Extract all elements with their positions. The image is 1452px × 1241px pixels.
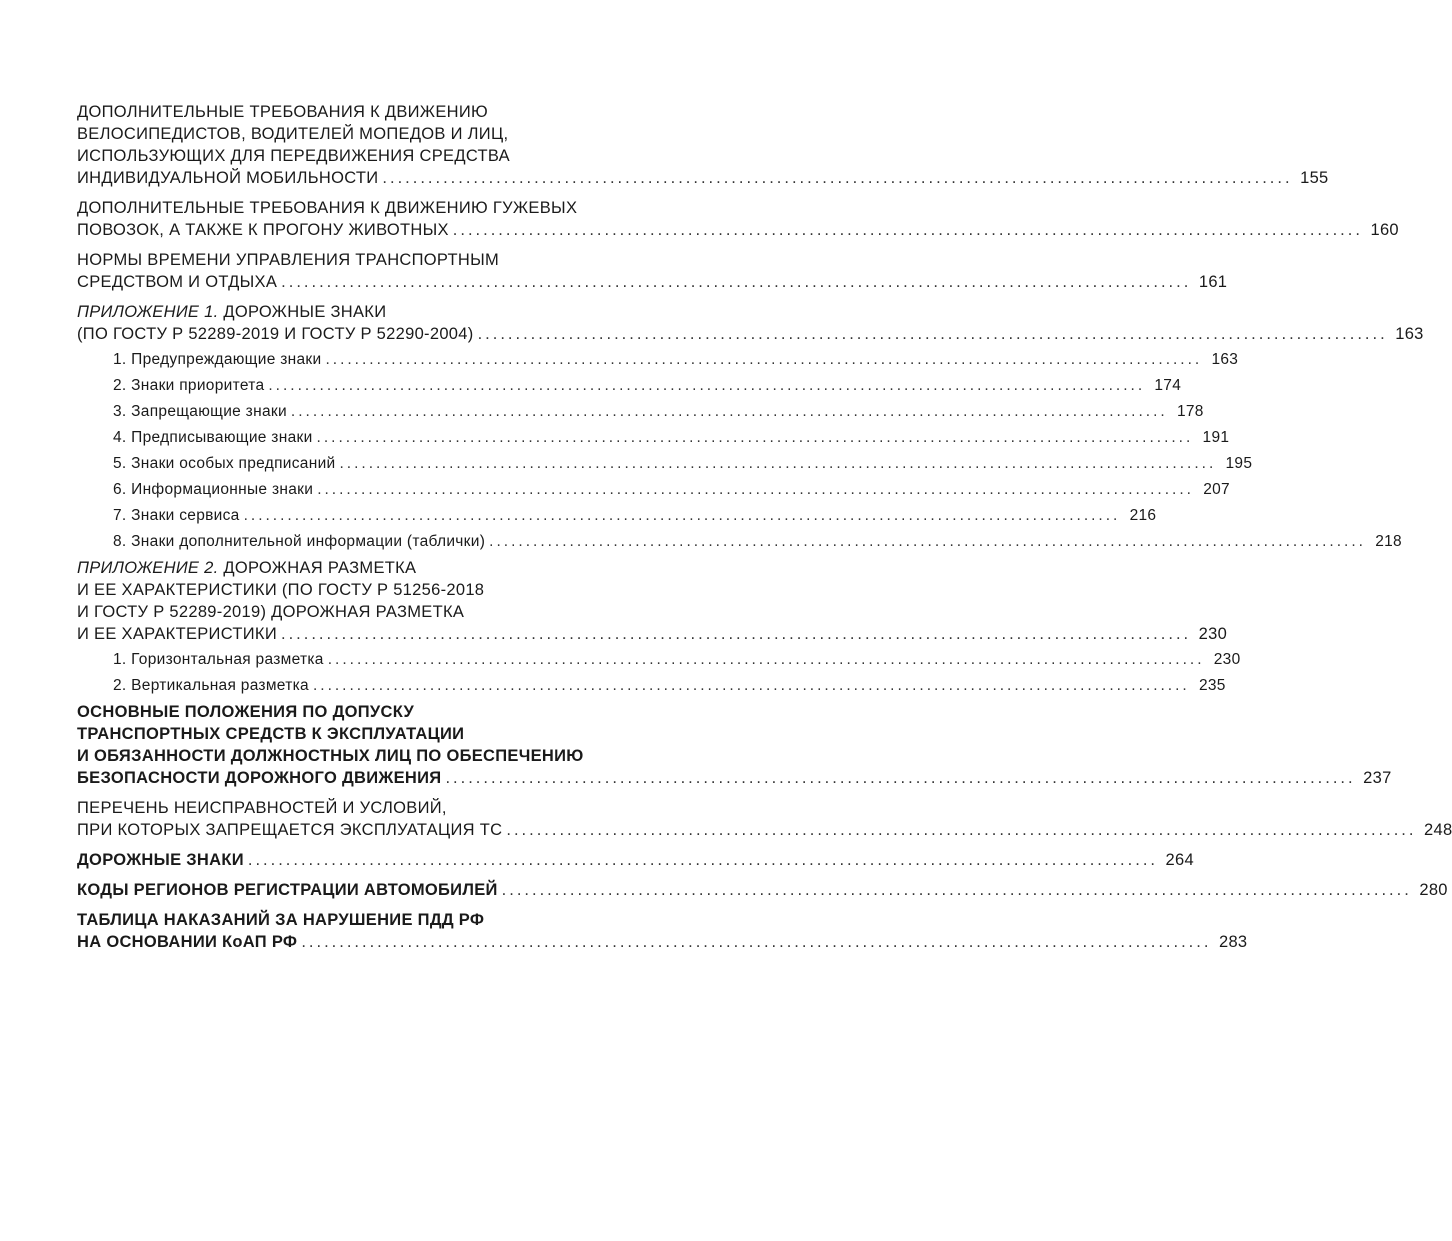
toc-entry-bicyclists[interactable] [77, 101, 1329, 189]
page-number: 218 [1375, 533, 1402, 550]
toc-title-end: И ЕЕ ХАРАКТЕРИСТИКИ [77, 625, 277, 643]
leader-dots: ........................................................................................................................ [281, 273, 1192, 291]
page-number: 216 [1129, 507, 1157, 524]
page-number: 178 [1176, 403, 1204, 420]
toc-last-line [77, 849, 1194, 871]
subentry-label: 1. Горизонтальная разметка [113, 651, 324, 668]
toc-subentry[interactable] [77, 451, 1253, 477]
toc-subentry[interactable] [77, 425, 1230, 451]
toc-title-end: ДОРОЖНЫЕ ЗНАКИ [77, 851, 244, 869]
toc-entry-region-codes[interactable] [77, 879, 1448, 901]
toc-subentries-markings [77, 647, 1241, 699]
toc-line: И ГОСТУ Р 52289-2019) ДОРОЖНАЯ РАЗМЕТКА [77, 603, 465, 621]
toc-entry-driving-time[interactable] [77, 249, 1228, 293]
toc-line: ДОПОЛНИТЕЛЬНЫЕ ТРЕБОВАНИЯ К ДВИЖЕНИЮ ГУЖЕВЫХ [77, 199, 578, 217]
toc-line [77, 301, 666, 323]
leader-dots: ........................................................................................................................ [312, 677, 1190, 694]
leader-dots: ........................................................................................................................ [382, 169, 1293, 187]
toc-subentries-signs [77, 347, 1402, 555]
appendix-title: ДОРОЖНАЯ РАЗМЕТКА [218, 559, 417, 577]
appendix-prefix: ПРИЛОЖЕНИЕ 1. [77, 303, 219, 321]
toc-last-line [77, 271, 1228, 293]
leader-dots: ........................................................................................................................ [317, 481, 1194, 498]
leader-dots: ........................................................................................................................ [243, 507, 1121, 524]
subentry-label: 1. Предупреждающие знаки [113, 351, 322, 368]
toc-last-line [77, 879, 1448, 901]
toc-entry-penalties[interactable] [77, 909, 1248, 953]
page-number: 155 [1300, 169, 1329, 187]
page-number: 207 [1203, 481, 1230, 498]
toc-line: ОСНОВНЫЕ ПОЛОЖЕНИЯ ПО ДОПУСКУ [77, 703, 415, 721]
toc-last-line [77, 623, 1228, 645]
page-number: 283 [1218, 933, 1248, 951]
toc-subentry[interactable] [77, 647, 1241, 673]
toc-subentry[interactable] [77, 529, 1402, 555]
toc-subentry[interactable] [77, 503, 1157, 529]
toc-entry-horse-carts[interactable] [77, 197, 1399, 241]
page-number: 163 [1211, 351, 1239, 368]
toc-last-line [77, 931, 1248, 953]
toc-subentry[interactable] [77, 673, 1226, 699]
page-number: 163 [1395, 325, 1424, 343]
toc-line: ИСПОЛЬЗУЮЩИХ ДЛЯ ПЕРЕДВИЖЕНИЯ СРЕДСТВА [77, 147, 510, 165]
leader-dots: ........................................................................................................................ [316, 429, 1194, 446]
table-of-contents [77, 101, 1452, 961]
leader-dots: ........................................................................................................................ [445, 769, 1356, 787]
subentry-label: 7. Знаки сервиса [113, 507, 240, 524]
toc-subentry[interactable] [77, 477, 1230, 503]
leader-dots: ........................................................................................................................ [452, 221, 1363, 239]
subentry-label: 3. Запрещающие знаки [113, 403, 287, 420]
subentry-label: 5. Знаки особых предписаний [113, 455, 336, 472]
toc-title-end: КОДЫ РЕГИОНОВ РЕГИСТРАЦИИ АВТОМОБИЛЕЙ [77, 881, 498, 899]
subentry-label: 2. Знаки приоритета [113, 377, 265, 394]
page-number: 160 [1370, 221, 1399, 239]
toc-last-line [77, 323, 1424, 345]
leader-dots: ........................................................................................................................ [281, 625, 1192, 643]
toc-title-end: БЕЗОПАСНОСТИ ДОРОЖНОГО ДВИЖЕНИЯ [77, 769, 442, 787]
subentry-label: 2. Вертикальная разметка [113, 677, 309, 694]
leader-dots: ........................................................................................................................ [301, 933, 1212, 951]
toc-last-line [77, 767, 1392, 789]
leader-dots: ........................................................................................................................ [268, 377, 1146, 394]
toc-entry-appendix-2[interactable] [77, 557, 1228, 645]
toc-entry-malfunctions[interactable] [77, 797, 1452, 841]
toc-entry-road-signs[interactable] [77, 849, 1194, 871]
toc-title-end: ИНДИВИДУАЛЬНОЙ МОБИЛЬНОСТИ [77, 169, 379, 187]
subentry-label: 6. Информационные знаки [113, 481, 314, 498]
page-number: 230 [1213, 651, 1241, 668]
toc-line: И ЕЕ ХАРАКТЕРИСТИКИ (ПО ГОСТУ Р 51256-2018 [77, 581, 485, 599]
toc-entry-appendix-1[interactable] [77, 301, 1424, 345]
subentry-label: 4. Предписывающие знаки [113, 429, 313, 446]
toc-line: И ОБЯЗАННОСТИ ДОЛЖНОСТНЫХ ЛИЦ ПО ОБЕСПЕЧЕНИЮ [77, 747, 584, 765]
toc-title-end: ПОВОЗОК, А ТАКЖЕ К ПРОГОНУ ЖИВОТНЫХ [77, 221, 449, 239]
toc-line: ВЕЛОСИПЕДИСТОВ, ВОДИТЕЛЕЙ МОПЕДОВ И ЛИЦ, [77, 125, 509, 143]
page-number: 280 [1419, 881, 1448, 899]
toc-last-line [77, 167, 1329, 189]
toc-subentry[interactable] [77, 347, 1239, 373]
subentry-label: 8. Знаки дополнительной информации (таблички) [113, 533, 486, 550]
page-number: 230 [1198, 625, 1228, 643]
appendix-prefix: ПРИЛОЖЕНИЕ 2. [77, 559, 219, 577]
page-number: 248 [1424, 821, 1452, 839]
leader-dots: ........................................................................................................................ [501, 881, 1412, 899]
toc-line: НОРМЫ ВРЕМЕНИ УПРАВЛЕНИЯ ТРАНСПОРТНЫМ [77, 251, 500, 269]
page-number: 174 [1154, 377, 1182, 394]
toc-title-end: НА ОСНОВАНИИ КоАП РФ [77, 933, 298, 951]
toc-title-end: (ПО ГОСТУ Р 52289-2019 И ГОСТУ Р 52290-2004) [77, 325, 474, 343]
toc-subentry[interactable] [77, 373, 1182, 399]
page-number: 264 [1165, 851, 1194, 869]
leader-dots: ........................................................................................................................ [506, 821, 1417, 839]
page-number: 161 [1198, 273, 1228, 291]
leader-dots: ........................................................................................................................ [489, 533, 1366, 550]
toc-last-line [77, 819, 1452, 841]
toc-title-end: ПРИ КОТОРЫХ ЗАПРЕЩАЕТСЯ ЭКСПЛУАТАЦИЯ ТС [77, 821, 503, 839]
toc-line: ПЕРЕЧЕНЬ НЕИСПРАВНОСТЕЙ И УСЛОВИЙ, [77, 799, 447, 817]
leader-dots: ........................................................................................................................ [290, 403, 1168, 420]
toc-entry-admission-rules[interactable] [77, 701, 1392, 789]
toc-line: ТРАНСПОРТНЫХ СРЕДСТВ К ЭКСПЛУАТАЦИИ [77, 725, 465, 743]
toc-last-line [77, 219, 1399, 241]
toc-line [77, 557, 666, 579]
leader-dots: ........................................................................................................................ [327, 651, 1205, 668]
leader-dots: ........................................................................................................................ [477, 325, 1388, 343]
toc-subentry[interactable] [77, 399, 1204, 425]
leader-dots: ........................................................................................................................ [325, 351, 1203, 368]
page-number: 195 [1225, 455, 1253, 472]
page-number: 191 [1202, 429, 1230, 446]
appendix-title: ДОРОЖНЫЕ ЗНАКИ [218, 303, 387, 321]
leader-dots: ........................................................................................................................ [247, 851, 1158, 869]
toc-title-end: СРЕДСТВОМ И ОТДЫХА [77, 273, 278, 291]
page-number: 237 [1363, 769, 1392, 787]
leader-dots: ........................................................................................................................ [339, 455, 1217, 472]
page-number: 235 [1198, 677, 1226, 694]
toc-line: ТАБЛИЦА НАКАЗАНИЙ ЗА НАРУШЕНИЕ ПДД РФ [77, 911, 485, 929]
toc-line: ДОПОЛНИТЕЛЬНЫЕ ТРЕБОВАНИЯ К ДВИЖЕНИЮ [77, 103, 488, 121]
